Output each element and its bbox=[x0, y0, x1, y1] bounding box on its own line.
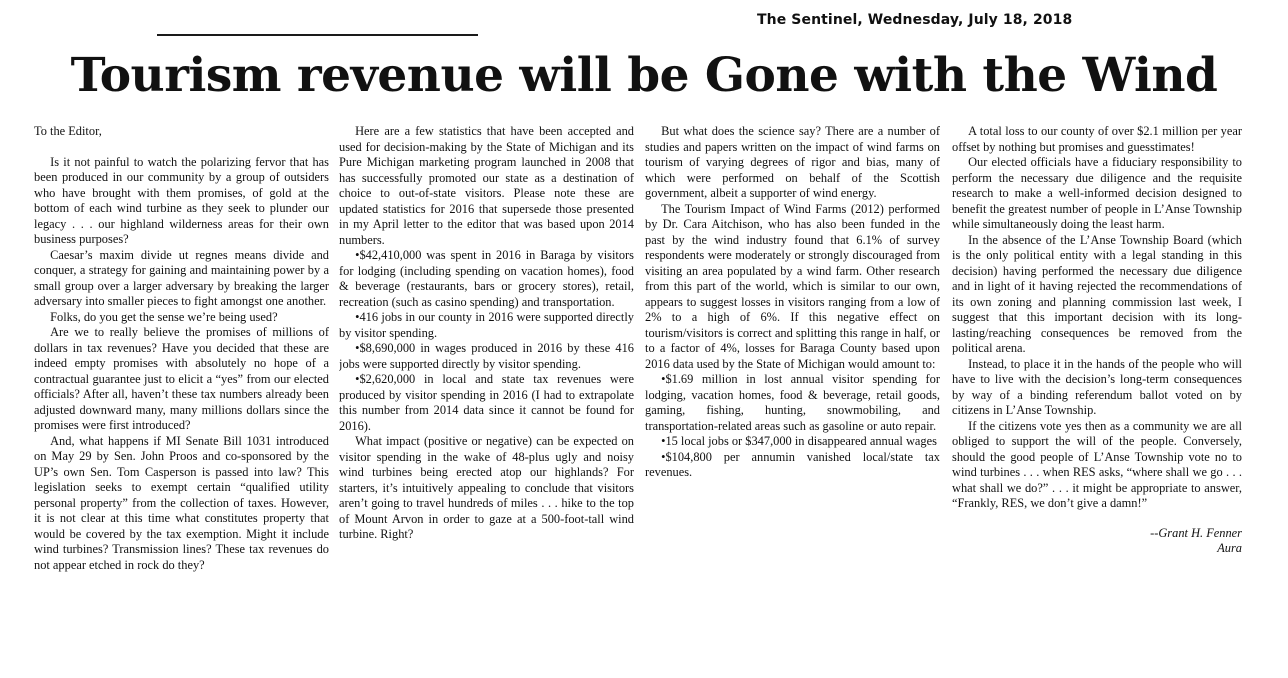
salutation: To the Editor, bbox=[34, 124, 102, 138]
paragraph: Is it not painful to watch the polarizing fervor that has been produced in our community by a group of outsiders who have brought with them promises, of gold at the bottom of each wind turbine as they seek to plunder our legacy . . . our highland wilderness areas for their own business purposes? bbox=[34, 154, 329, 246]
paragraph: Folks, do you get the sense we’re being used? bbox=[50, 309, 278, 324]
masthead: The Sentinel, Wednesday, July 18, 2018 bbox=[757, 12, 1073, 28]
bullet-item: •$2,620,000 in local and state tax revenues were produced by visitor spending in 2016 (I had to extrapolate this number from 2014 data since it cannot be found for 2016). bbox=[339, 372, 634, 433]
paragraph: If the citizens vote yes then as a community we are all obliged to support the will of the people. Conversely, should the good people of L’Anse Township vote no to wind turbines . . . when RES asks, “where shall we go . . . what shall we do?” . . . it might be appropriate to answer, “Frankly, RES, we don’t give a damn!” bbox=[952, 418, 1242, 510]
paragraph: Instead, to place it in the hands of the people who will have to live with the decision’s long-term consequences by way of a binding referendum ballot voted on by citizens in L’Anse Township. bbox=[952, 356, 1242, 417]
signature-town: Aura bbox=[1217, 541, 1242, 555]
signature-block bbox=[952, 526, 1242, 557]
paragraph: Are we to really believe the promises of millions of dollars in tax revenues? Have you decided that these are indeed empty promises with absolutely no hope of a contractual guarantee just to elicit a “yes” from our elected officials? After all, haven’t these tax numbers already been adjusted downward many, many millions dollars since the promises were first introduced? bbox=[34, 325, 329, 432]
paragraph: In the absence of the L’Anse Township Board (which is the only political entity with a legal standing in this decision) having performed the necessary due diligence and in light of it having rejected the recommendations of its own zoning and planning commission last week, I suggest that this important decision with its long-lasting/reaching consequences be removed from the political arena. bbox=[952, 232, 1242, 355]
paragraph: Our elected officials have a fiduciary responsibility to perform the necessary due diligence and the requisite research to make a well-informed decision designed to benefit the greatest number of people in L’Anse Township while simultaneously doing the least harm. bbox=[952, 155, 1242, 231]
paragraph: But what does the science say? There are a number of studies and papers written on the impact of wind farms on tourism of varying degrees of rigor and bias, many of which were performed on behalf of the Scottish government, albeit a supporter of wind energy. bbox=[645, 124, 940, 200]
column-1 bbox=[34, 124, 329, 644]
headline: Tourism revenue will be Gone with the Wind bbox=[70, 48, 1218, 103]
paragraph: And, what happens if MI Senate Bill 1031 introduced on May 29 by Sen. John Proos and co-sponsored by the UP’s own Sen. Tom Casperson is passed into law? This legislation seeks to exempt certain “qualified utility personal property” from the collection of taxes. However, it is not clear at this time what constitutes property that would be covered by the tax exemption. Might it include wind turbines? Transmission lines? These tax revenues do not appear etched in rock do they? bbox=[34, 433, 329, 572]
bullet-item: •$8,690,000 in wages produced in 2016 by these 416 jobs were supported directly by visitor spending. bbox=[339, 341, 634, 371]
bullet-item: •$42,410,000 was spent in 2016 in Baraga by visitors for lodging (including spending on vacation homes), food & beverage (restaurants, bars or grocery stores), retail, recreation (such as casino spending) and transportation. bbox=[339, 248, 634, 309]
column-2 bbox=[339, 124, 634, 644]
paragraph: The Tourism Impact of Wind Farms (2012) performed by Dr. Cara Aitchison, who has also been funded in the past by the wind industry found that 6.1% of survey respondents were moderately or strongly discouraged from visiting an area populated by a wind farm. Other research from this part of the world, which is similar to our own, appears to suggest losses in visitors ranging from a low of 2% to a high of 6%. If this negative effect on tourism/visitors is correct and splitting this range in half, or to a factor of 4%, losses for Baraga County based upon 2016 data used by the State of Michigan would amount to: bbox=[645, 201, 940, 371]
column-4 bbox=[952, 124, 1242, 644]
top-rule bbox=[157, 34, 478, 36]
column-3 bbox=[645, 124, 940, 644]
signature-name: --Grant H. Fenner bbox=[1150, 525, 1242, 540]
bullet-item: •$1.69 million in lost annual visitor spending for lodging, vacation homes, food & beverage, retail goods, gaming, fishing, hunting, snowmobiling, and transportation-related areas such as gasoline or auto repair. bbox=[645, 372, 940, 433]
bullet-item: •416 jobs in our county in 2016 were supported directly by visitor spending. bbox=[339, 310, 634, 340]
bullet-item: •15 local jobs or $347,000 in disappeared annual wages bbox=[661, 434, 937, 448]
paragraph: What impact (positive or negative) can be expected on visitor spending in the wake of 48-plus ugly and noisy wind turbines being erected atop our highlands? For starters, it’s intuitively appealing to conclude that visitors aren’t going to travel hundreds of miles . . . hike to the top of Mount Arvon in order to gaze at a 500-foot-tall wind turbine. Right? bbox=[339, 434, 634, 541]
paragraph: A total loss to our county of over $2.1 million per year offset by nothing but promises and guesstimates! bbox=[952, 124, 1242, 154]
bullet-item: •$104,800 per annumin vanished local/state tax revenues. bbox=[645, 449, 940, 479]
paragraph: Caesar’s maxim divide ut regnes means divide and conquer, a strategy for gaining and maintaining power by a small group over a larger adversary by breaking the larger adversary into smaller pieces to fight amongst one another. bbox=[34, 247, 329, 308]
paragraph: Here are a few statistics that have been accepted and used for decision-making by the State of Michigan and its Pure Michigan marketing program launched in 2008 that has successfully promoted our state as a destination of choice to out-of-state visitors. Please note these are updated statistics for 2016 that supersede those presented in my April letter to the editor that was based upon 2014 numbers. bbox=[339, 124, 634, 247]
